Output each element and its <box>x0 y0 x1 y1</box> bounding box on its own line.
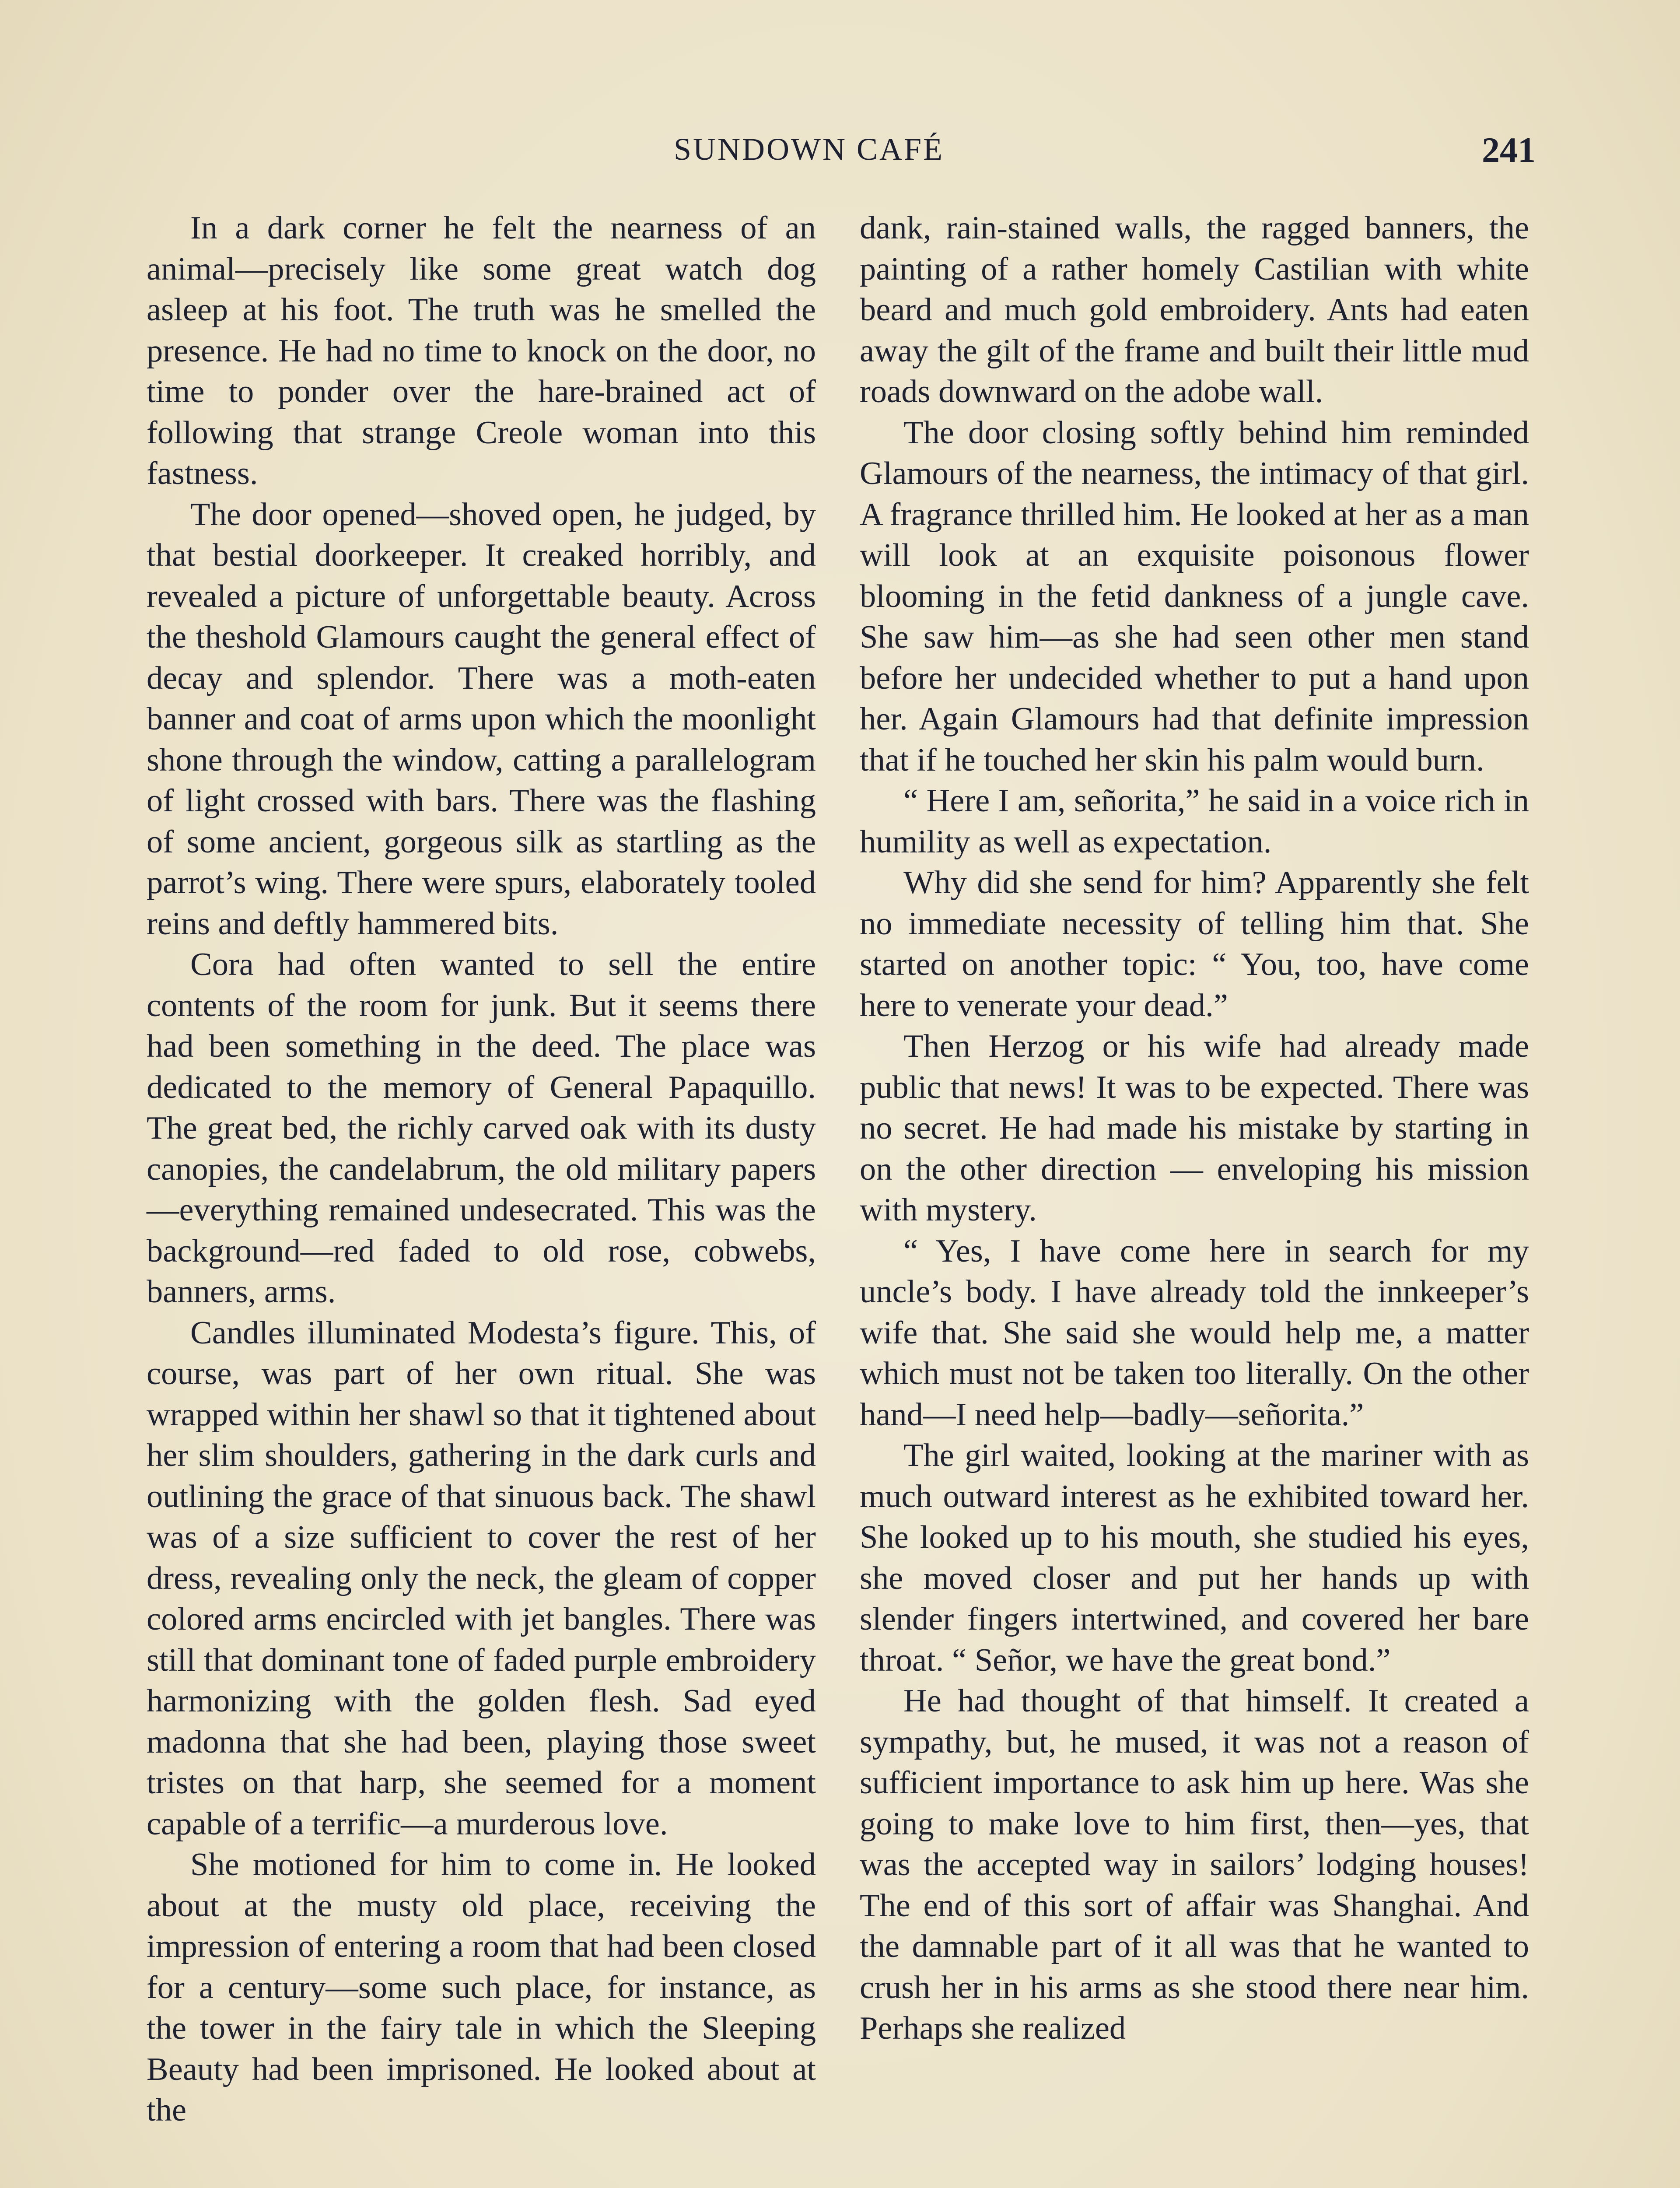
paragraph: The door opened—shoved open, he judged, by that bestial doorkeeper. It creaked horribly, and revealed a picture of unforgettable beauty. Across the theshold Glamours caught the general effect of decay and splendor. There was a moth-eaten banner and coat of arms upon which the moonlight shone through the window, catting a parallelogram of light crossed with bars. There was the flashing of some ancient, gorgeous silk as startling as the parrot’s wing. There were spurs, elaborately tooled reins and deftly hammered bits. <box>147 496 816 942</box>
page-number: 241 <box>1482 130 1536 170</box>
left-text-column <box>147 208 816 2131</box>
paragraph: He had thought of that himself. It created a sympathy, but, he mused, it was not a reason of sufficient importance to ask him up here. Was she going to make love to him first, then—yes, that was the accepted way in sailors’ lodging houses! The end of this sort of affair was Shanghai. And the damnable part of it all was that he wanted to crush her in his arms as she stood there near him. Perhaps she realized <box>860 1683 1529 2046</box>
paragraph: In a dark corner he felt the nearness of an animal—precisely like some great watch dog asleep at his foot. The truth was he smelled the presence. He had no time to knock on the door, no time to ponder over the hare-brained act of following that strange Creole woman into this fastness. <box>147 210 816 491</box>
paragraph: “ Here I am, señorita,” he said in a voice rich in humility as well as expectation. <box>860 783 1529 860</box>
paragraph: The girl waited, looking at the mariner with as much outward interest as he exhibited toward her. She looked up to his mouth, she studied his eyes, she moved closer and put her hands up with slender fingers intertwined, and covered her bare throat. “ Señor, we have the great bond.” <box>860 1438 1529 1678</box>
paragraph: Then Herzog or his wife had already made public that news! It was to be expected. There was no secret. He had made his mistake by starting in on the other direction — enveloping his mission with mystery. <box>860 1028 1529 1228</box>
paragraph: Candles illuminated Modesta’s figure. This, of course, was part of her own ritual. She was wrapped within her shawl so that it tightened about her slim shoulders, gathering in the dark curls and outlining the grace of that sinuous back. The shawl was of a size sufficient to cover the rest of her dress, revealing only the neck, the gleam of copper colored arms encircled with jet bangles. There was still that dominant tone of faded purple embroidery harmonizing with the golden flesh. Sad eyed madonna that she had been, playing those sweet tristes on that harp, she seemed for a moment capable of a terrific—a murderous love. <box>147 1315 816 1842</box>
running-title: SUNDOWN CAFÉ <box>674 132 945 167</box>
paragraph: dank, rain-stained walls, the ragged banners, the painting of a rather homely Castilian with white beard and much gold embroidery. Ants had eaten away the gilt of the frame and built their little mud roads downward on the adobe wall. <box>860 210 1529 410</box>
right-text-column <box>860 208 1529 2049</box>
paragraph: Why did she send for him? Apparently she felt no immediate necessity of telling him that. She started on another topic: “ You, too, have come here to venerate your dead.” <box>860 865 1529 1024</box>
paragraph: She motioned for him to come in. He looked about at the musty old place, receiving the impression of entering a room that had been closed for a century—some such place, for instance, as the tower in the fairy tale in which the Sleeping Beauty had been imprisoned. He looked about at the <box>147 1847 816 2128</box>
paragraph: Cora had often wanted to sell the entire contents of the room for junk. But it seems there had been something in the deed. The place was dedicated to the memory of General Papaquillo. The great bed, the richly carved oak with its dusty canopies, the candelabrum, the old military papers—everything remained undesecrated. This was the background—red faded to old rose, cobwebs, banners, arms. <box>147 947 816 1310</box>
paragraph: The door closing softly behind him reminded Glamours of the nearness, the intimacy of that girl. A fragrance thrilled him. He looked at her as a man will look at an exquisite poisonous flower blooming in the fetid dankness of a jungle cave. She saw him—as she had seen other men stand before her undecided whether to put a hand upon her. Again Glamours had that definite impression that if he touched her skin his palm would burn. <box>860 414 1529 778</box>
paragraph: “ Yes, I have come here in search for my uncle’s body. I have already told the innkeeper’s wife that. She said she would help me, a matter which must not be taken too literally. On the other hand—I need help—badly—señorita.” <box>860 1233 1529 1433</box>
page-header <box>0 131 1680 179</box>
